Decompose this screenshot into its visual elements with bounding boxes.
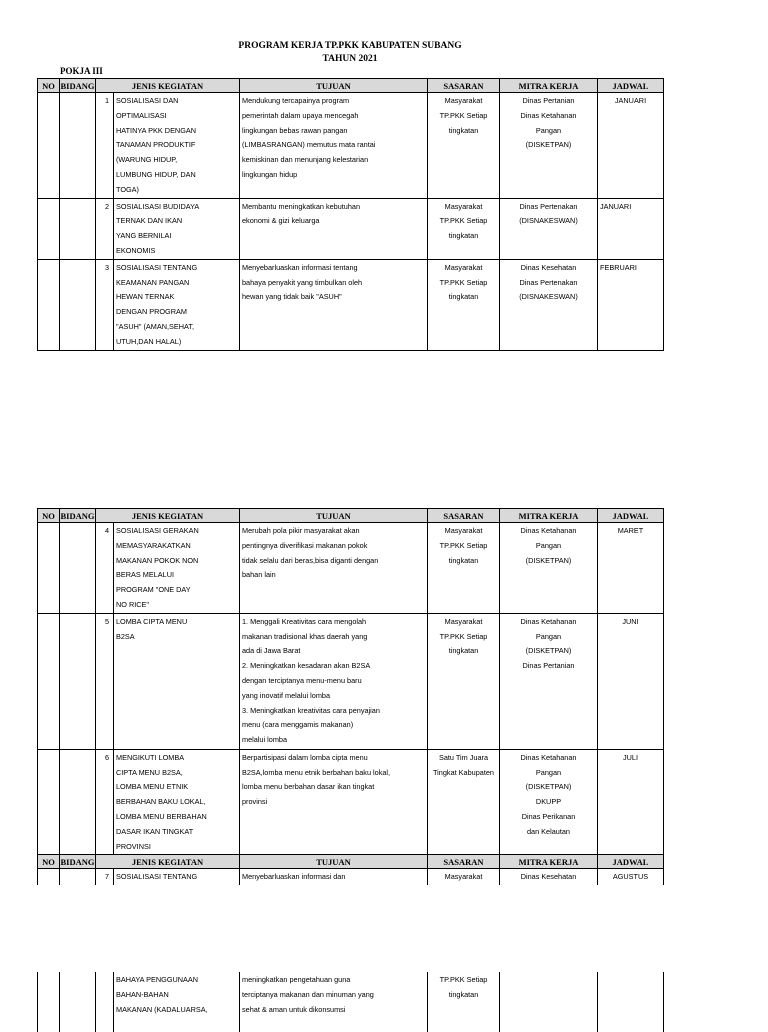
cell-bidang <box>60 523 96 614</box>
cell-no <box>38 869 60 885</box>
cell-sasaran: Masyarakat TP.PKK Setiap tingkatan <box>428 613 500 749</box>
cell-tujuan: Membantu meningkatkan kebutuhan ekonomi & gizi keluarga <box>240 198 428 259</box>
cell-num: 6 <box>96 749 114 855</box>
header-jenis: JENIS KEGIATAN <box>96 509 240 523</box>
cell-jenis: LOMBA CIPTA MENU B2SA <box>114 613 240 749</box>
header-tujuan: TUJUAN <box>240 855 428 869</box>
cell-tujuan: Menyebarluaskan informasi dan <box>240 869 428 885</box>
doc-year: TAHUN 2021 <box>322 54 378 64</box>
cell-tujuan: Merubah pola pikir masyarakat akan pentingnya diverifikasi makanan pokok tidak selalu dari beras,bisa diganti dengan bahan lain <box>240 523 428 614</box>
header-no: NO <box>38 79 60 93</box>
cell-sasaran: Masyarakat TP.PKK Setiap tingkatan <box>428 259 500 350</box>
cell-jadwal: JANUARI <box>598 198 664 259</box>
cell-bidang <box>60 749 96 855</box>
cell-jadwal: JUNI <box>598 613 664 749</box>
cell-tujuan: 1. Menggali Kreativitas cara mengolah makanan tradisional khas daerah yang ada di Jawa Barat 2. Meningkatkan kesadaran akan B2SA dengan terciptanya menu-menu baru yang inovatif melalui lomba 3. Meningkatkan kreativitas cara penyajian menu (cara menggamis makanan) melalui lomba <box>240 613 428 749</box>
cell-mitra: Dinas Ketahanan Pangan (DISKETPAN) DKUPP Dinas Perikanan dan Kelautan <box>500 749 598 855</box>
table-header <box>38 509 664 523</box>
cell-tujuan: Mendukung tercapainya program pemerintah dalam upaya mencegah lingkungan bebas rawan pangan (LIMBASRANGAN) memutus mata rantai kemiskinan dan menunjang kelestarian lingkungan hidup <box>240 93 428 199</box>
program-table-3 <box>37 972 664 1032</box>
program-table-1 <box>37 78 664 351</box>
table-row <box>38 613 664 749</box>
pokja-label: POKJA III <box>60 66 103 76</box>
program-table-2 <box>37 508 664 885</box>
header-mitra: MITRA KERJA <box>500 79 598 93</box>
header-jenis: JENIS KEGIATAN <box>96 855 240 869</box>
cell-mitra: Dinas Ketahanan Pangan (DISKETPAN) Dinas Pertanian <box>500 613 598 749</box>
table-row <box>38 93 664 199</box>
cell-mitra: Dinas Kesehatan Dinas Pertenakan (DISNAKESWAN) <box>500 259 598 350</box>
header-tujuan: TUJUAN <box>240 79 428 93</box>
cell-no <box>38 613 60 749</box>
cell-bidang <box>60 259 96 350</box>
cell-bidang <box>60 972 96 1032</box>
table-header <box>38 855 664 869</box>
header-no: NO <box>38 509 60 523</box>
header-mitra: MITRA KERJA <box>500 509 598 523</box>
cell-num: 4 <box>96 523 114 614</box>
table-row <box>38 198 664 259</box>
cell-bidang <box>60 613 96 749</box>
cell-jadwal: JANUARI <box>598 93 664 199</box>
cell-no <box>38 259 60 350</box>
cell-no <box>38 972 60 1032</box>
cell-mitra: Dinas Kesehatan <box>500 869 598 885</box>
cell-num <box>96 972 114 1032</box>
cell-sasaran: Masyarakat TP.PKK Setiap tingkatan <box>428 523 500 614</box>
header-mitra: MITRA KERJA <box>500 855 598 869</box>
header-bidang: BIDANG <box>60 80 95 91</box>
header-jenis: JENIS KEGIATAN <box>96 79 240 93</box>
cell-num: 3 <box>96 259 114 350</box>
header-jadwal: JADWAL <box>598 509 664 523</box>
doc-title: PROGRAM KERJA TP.PKK KABUPATEN SUBANG <box>238 41 462 51</box>
cell-tujuan: meningkatkan pengetahuan guna terciptanya makanan dan minuman yang sehat & aman untuk dikonsumsi <box>240 972 428 1032</box>
cell-mitra <box>500 972 598 1032</box>
cell-no <box>38 198 60 259</box>
cell-jadwal <box>598 972 664 1032</box>
cell-mitra: Dinas Pertenakan (DISNAKESWAN) <box>500 198 598 259</box>
cell-no <box>38 749 60 855</box>
cell-jenis: SOSIALISASI TENTANG <box>114 869 240 885</box>
cell-bidang <box>60 198 96 259</box>
cell-sasaran: Masyarakat TP.PKK Setiap tingkatan <box>428 93 500 199</box>
header-sasaran: SASARAN <box>428 855 500 869</box>
cell-jenis: SOSIALISASI TENTANG KEAMANAN PANGAN HEWAN TERNAK DENGAN PROGRAM "ASUH" (AMAN,SEHAT, UTUH,DAN HALAL) <box>114 259 240 350</box>
header-sasaran: SASARAN <box>428 509 500 523</box>
cell-num: 2 <box>96 198 114 259</box>
header-bidang: BIDANG <box>60 510 95 521</box>
cell-mitra: Dinas Pertanian Dinas Ketahanan Pangan (DISKETPAN) <box>500 93 598 199</box>
table-row <box>38 749 664 855</box>
table-row <box>38 523 664 614</box>
cell-no <box>38 93 60 199</box>
cell-jenis: SOSIALISASI BUDIDAYA TERNAK DAN IKAN YANG BERNILAI EKONOMIS <box>114 198 240 259</box>
cell-jadwal: AGUSTUS <box>598 869 664 885</box>
cell-tujuan: Berpartisipasi dalam lomba cipta menu B2SA,lomba menu etnik berbahan baku lokal, lomba menu berbahan dasar ikan tingkat provinsi <box>240 749 428 855</box>
cell-mitra: Dinas Ketahanan Pangan (DISKETPAN) <box>500 523 598 614</box>
cell-jadwal: MARET <box>598 523 664 614</box>
cell-num: 1 <box>96 93 114 199</box>
cell-num: 7 <box>96 869 114 885</box>
table-header <box>38 79 664 93</box>
header-no: NO <box>38 855 60 869</box>
cell-jenis: BAHAYA PENGGUNAAN BAHAN-BAHAN MAKANAN (KADALUARSA, <box>114 972 240 1032</box>
cell-jenis: SOSIALISASI GERAKAN MEMASYARAKATKAN MAKANAN POKOK NON BERAS MELALUI PROGRAM "ONE DAY NO RICE" <box>114 523 240 614</box>
header-jadwal: JADWAL <box>598 79 664 93</box>
cell-jadwal: FEBRUARI <box>598 259 664 350</box>
cell-bidang <box>60 93 96 199</box>
header-tujuan: TUJUAN <box>240 509 428 523</box>
table-row <box>38 869 664 885</box>
header-jadwal: JADWAL <box>598 855 664 869</box>
cell-no <box>38 523 60 614</box>
cell-jenis: SOSIALISASI DAN OPTIMALISASI HATINYA PKK DENGAN TANAMAN PRODUKTIF (WARUNG HIDUP, LUMBUNG HIDUP, DAN TOGA) <box>114 93 240 199</box>
cell-num: 5 <box>96 613 114 749</box>
cell-jenis: MENGIKUTI LOMBA CIPTA MENU B2SA, LOMBA MENU ETNIK BERBAHAN BAKU LOKAL, LOMBA MENU BERBAHAN DASAR IKAN TINGKAT PROVINSI <box>114 749 240 855</box>
table-row <box>38 972 664 1032</box>
cell-sasaran: Masyarakat <box>428 869 500 885</box>
cell-sasaran: TP.PKK Setiap tingkatan <box>428 972 500 1032</box>
cell-sasaran: Masyarakat TP.PKK Setiap tingkatan <box>428 198 500 259</box>
header-sasaran: SASARAN <box>428 79 500 93</box>
header-bidang: BIDANG <box>60 856 95 867</box>
table-row <box>38 259 664 350</box>
cell-jadwal: JULI <box>598 749 664 855</box>
cell-sasaran: Satu Tim Juara Tingkat Kabupaten <box>428 749 500 855</box>
cell-bidang <box>60 869 96 885</box>
cell-tujuan: Menyebarluaskan informasi tentang bahaya penyakit yang timbulkan oleh hewan yang tidak baik "ASUH" <box>240 259 428 350</box>
